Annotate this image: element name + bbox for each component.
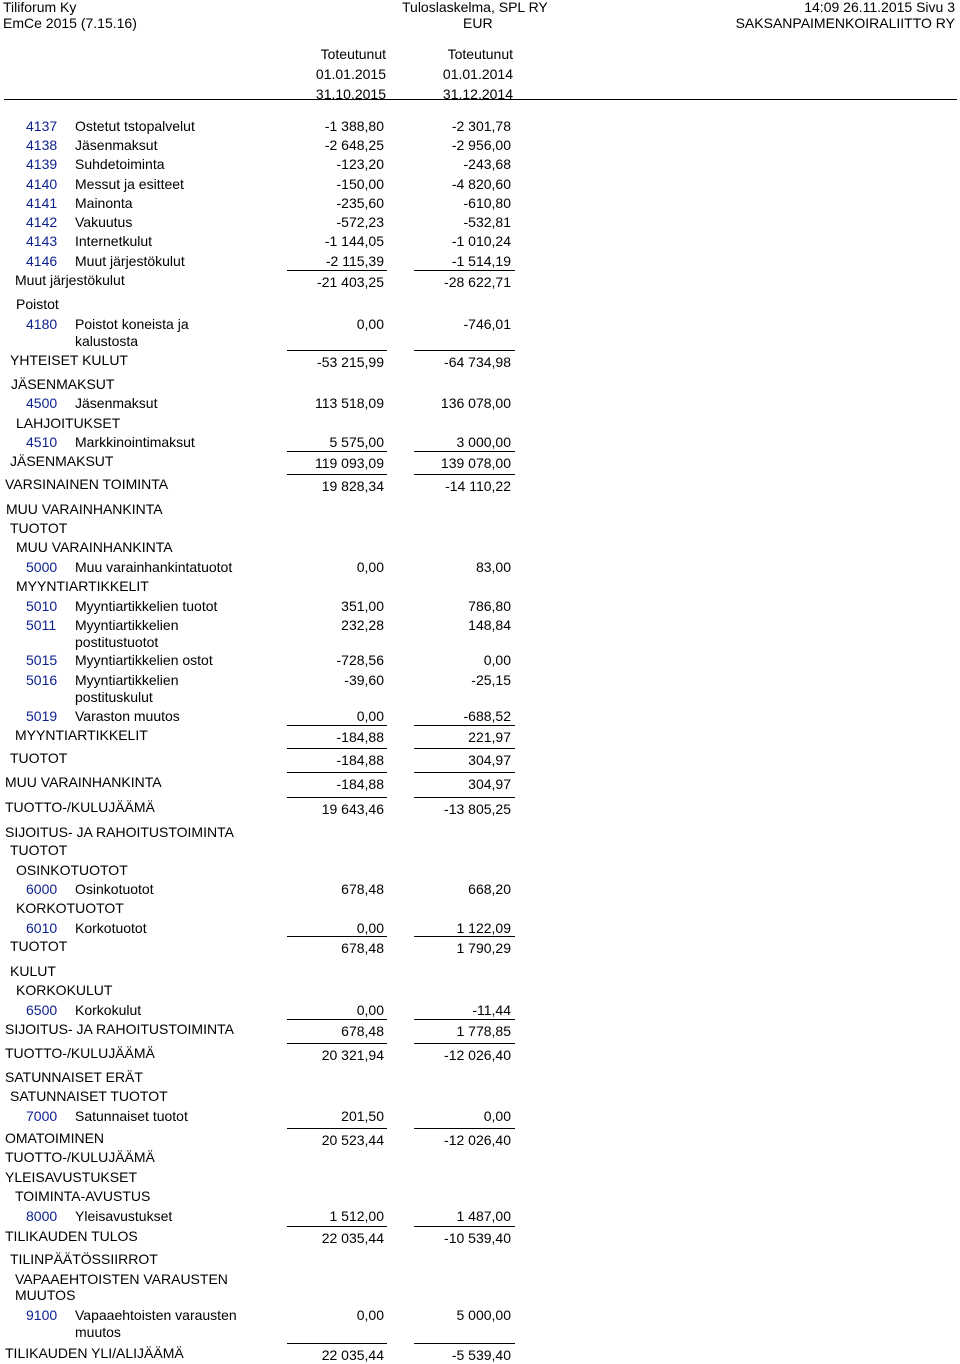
currency-label: EUR: [463, 15, 493, 31]
value-2014: -610,80: [463, 195, 511, 211]
subtotal-label: TUOTOT: [10, 938, 68, 954]
value-2015: 5 575,00: [329, 434, 384, 450]
section-heading-row: [0, 861, 960, 879]
account-name-continued: postituskulut: [75, 689, 153, 705]
value-2015: 232,28: [341, 617, 384, 633]
account-row: [0, 597, 960, 615]
section-heading: SATUNNAISET ERÄT: [5, 1069, 143, 1085]
subtotal-row: [0, 728, 960, 746]
account-name: Ostetut tstopalvelut: [75, 118, 195, 134]
value-2014: 1 778,85: [456, 1023, 511, 1039]
account-code: 9100: [26, 1307, 58, 1323]
section-heading: Poistot: [16, 296, 59, 312]
section-heading-row: [0, 823, 960, 841]
section-heading-row: [0, 899, 960, 917]
section-heading: KORKOTUOTOT: [16, 900, 124, 916]
column-label: Toteutunut: [447, 46, 513, 62]
account-row: [0, 616, 960, 650]
total-rule: [414, 1043, 515, 1044]
account-row: [0, 232, 960, 250]
section-heading: VAPAAEHTOISTEN VARAUSTEN: [15, 1271, 228, 1287]
total-rule: [287, 1226, 387, 1227]
value-2015: -2 648,25: [324, 137, 384, 153]
total-rule: [287, 1019, 387, 1020]
account-row: [0, 315, 960, 349]
value-2014: -5 539,40: [451, 1347, 511, 1363]
value-2014: 1 790,29: [456, 940, 511, 956]
value-2014: 304,97: [468, 776, 511, 792]
value-2014: 3 000,00: [456, 434, 511, 450]
total-rule: [287, 1343, 387, 1344]
account-row: [0, 433, 960, 451]
section-heading-row: [0, 1168, 960, 1186]
account-row: [0, 671, 960, 705]
value-2015: 0,00: [356, 708, 384, 724]
subtotal-row: [0, 1229, 960, 1247]
subtotal-label: MYYNTIARTIKKELIT: [15, 727, 148, 743]
account-name: Vakuutus: [75, 214, 133, 230]
total-rule: [414, 1343, 515, 1344]
account-code: 4138: [26, 137, 58, 153]
value-2015: 678,48: [341, 1023, 384, 1039]
account-name: Jäsenmaksut: [75, 137, 158, 153]
section-heading-row: [0, 1068, 960, 1086]
section-heading-row: [0, 1270, 960, 1303]
column-start-date: 01.01.2014: [442, 66, 513, 82]
total-rule: [414, 797, 515, 798]
account-row: [0, 213, 960, 231]
account-row: [0, 651, 960, 669]
account-row: [0, 558, 960, 576]
account-row: [0, 707, 960, 725]
value-2015: -184,88: [336, 752, 384, 768]
value-2015: 0,00: [356, 316, 384, 332]
value-2014: -688,52: [463, 708, 511, 724]
account-code: 5016: [26, 672, 58, 688]
account-name: Satunnaiset tuotot: [75, 1108, 188, 1124]
value-2014: -243,68: [463, 156, 511, 172]
value-2015: -728,56: [336, 652, 384, 668]
value-2014: 139 078,00: [440, 455, 511, 471]
account-row: [0, 1306, 960, 1340]
value-2015: 678,48: [341, 940, 384, 956]
account-name: Varaston muutos: [75, 708, 180, 724]
value-2014: 221,97: [468, 729, 511, 745]
value-2015: 201,50: [341, 1108, 384, 1124]
account-code: 5019: [26, 708, 58, 724]
subtotal-label: TUOTTO-/KULUJÄÄMÄ: [5, 799, 155, 815]
account-name: Yleisavustukset: [75, 1208, 173, 1224]
section-heading-row: [0, 500, 960, 518]
section-heading-row: [0, 1087, 960, 1105]
section-heading-row: [0, 414, 960, 432]
section-heading: TUOTOT: [10, 520, 68, 536]
value-2014: -746,01: [463, 316, 511, 332]
value-2015: 0,00: [356, 1002, 384, 1018]
account-row: [0, 136, 960, 154]
subtotal-row: [0, 454, 960, 472]
account-name: Myyntiartikkelien: [75, 617, 179, 633]
value-2014: -4 820,60: [451, 176, 511, 192]
value-2014: -2 956,00: [451, 137, 511, 153]
company-name: Tiliforum Ky: [3, 0, 77, 15]
total-rule: [287, 772, 387, 773]
account-code: 8000: [26, 1208, 58, 1224]
total-rule: [287, 936, 387, 937]
subtotal-row: [0, 273, 960, 291]
account-name: Muut järjestökulut: [75, 253, 185, 269]
subtotal-label: YHTEISET KULUT: [10, 352, 128, 368]
section-heading: TOIMINTA-AVUSTUS: [15, 1188, 151, 1204]
account-name-continued: kalustosta: [75, 333, 139, 349]
account-row: [0, 117, 960, 135]
section-heading: MUU VARAINHANKINTA: [6, 501, 163, 517]
value-2014: -1 010,24: [451, 233, 511, 249]
value-2015: -39,60: [344, 672, 384, 688]
value-2015: 0,00: [356, 559, 384, 575]
account-row: [0, 194, 960, 212]
subtotal-row: [0, 477, 960, 495]
value-2015: -1 388,80: [324, 118, 384, 134]
section-heading-row: [0, 1148, 960, 1166]
account-code: 4139: [26, 156, 58, 172]
account-name: Korkokulut: [75, 1002, 142, 1018]
column-end-date: 31.12.2014: [442, 86, 513, 102]
section-heading-row: [0, 577, 960, 595]
value-2014: -13 805,25: [444, 801, 511, 817]
value-2015: 678,48: [341, 881, 384, 897]
subtotal-row: [0, 1131, 960, 1149]
value-2014: -11,44: [472, 1002, 511, 1018]
value-2015: 22 035,44: [321, 1230, 384, 1246]
value-2014: 0,00: [483, 1108, 511, 1124]
section-heading: TILINPÄÄTÖSSIIRROT: [10, 1251, 158, 1267]
subtotal-label: JÄSENMAKSUT: [10, 453, 114, 469]
account-name: Jäsenmaksut: [75, 395, 158, 411]
report-title: Tuloslaskelma, SPL RY: [402, 0, 548, 15]
total-rule: [414, 270, 515, 271]
value-2015: -53 215,99: [317, 354, 384, 370]
subtotal-row: [0, 775, 960, 793]
value-2014: -28 622,71: [444, 274, 511, 290]
section-heading: OSINKOTUOTOT: [16, 862, 128, 878]
value-2015: 119 093,09: [314, 455, 384, 471]
value-2015: -572,23: [336, 214, 384, 230]
account-row: [0, 919, 960, 937]
section-heading-row: [0, 1187, 960, 1205]
subtotal-row: [0, 751, 960, 769]
account-name: Vapaaehtoisten varausten: [75, 1307, 237, 1323]
account-code: 4500: [26, 395, 58, 411]
account-name: Messut ja esitteet: [75, 176, 184, 192]
section-heading: SATUNNAISET TUOTOT: [10, 1088, 168, 1104]
account-code: 4180: [26, 316, 58, 332]
value-2014: 1 487,00: [456, 1208, 511, 1224]
value-2015: 20 321,94: [321, 1047, 384, 1063]
total-rule: [414, 451, 515, 452]
software-version: EmCe 2015 (7.15.16): [3, 15, 137, 31]
value-2015: -1 144,05: [324, 233, 384, 249]
section-heading-row: [0, 538, 960, 556]
account-code: 4140: [26, 176, 58, 192]
column-end-date: 31.10.2015: [315, 86, 386, 102]
value-2014: -25,15: [471, 672, 511, 688]
value-2015: 113 518,09: [314, 395, 384, 411]
total-rule: [414, 748, 515, 749]
account-row: [0, 175, 960, 193]
value-2014: 304,97: [468, 752, 511, 768]
value-2015: -123,20: [336, 156, 384, 172]
account-code: 4137: [26, 118, 58, 134]
total-rule: [414, 936, 515, 937]
value-2014: 668,20: [468, 881, 511, 897]
section-heading: KORKOKULUT: [16, 982, 113, 998]
subtotal-label: Muut järjestökulut: [15, 272, 125, 288]
value-2015: -150,00: [336, 176, 384, 192]
subtotal-label: SIJOITUS- JA RAHOITUSTOIMINTA: [5, 1021, 234, 1037]
value-2014: -10 539,40: [444, 1230, 511, 1246]
subtotal-label: VARSINAINEN TOIMINTA: [5, 476, 169, 492]
account-name: Myyntiartikkelien: [75, 672, 179, 688]
section-heading: JÄSENMAKSUT: [11, 376, 115, 392]
section-heading-row: [0, 519, 960, 537]
account-name: Muu varainhankintatuotot: [75, 559, 233, 575]
account-name: Internetkulut: [75, 233, 153, 249]
account-code: 4143: [26, 233, 58, 249]
value-2014: 5 000,00: [456, 1307, 511, 1323]
value-2014: 148,84: [468, 617, 511, 633]
value-2015: -235,60: [336, 195, 384, 211]
subtotal-label: TUOTOT: [10, 750, 68, 766]
subtotal-label: TILIKAUDEN YLI/ALIJÄÄMÄ: [5, 1345, 184, 1361]
account-name: Osinkotuotot: [75, 881, 154, 897]
section-heading-row: [0, 981, 960, 999]
value-2014: 1 122,09: [456, 920, 511, 936]
account-row: [0, 880, 960, 898]
account-row: [0, 155, 960, 173]
account-row: [0, 1001, 960, 1019]
column-start-date: 01.01.2015: [315, 66, 386, 82]
total-rule: [287, 797, 387, 798]
total-rule: [287, 350, 387, 351]
account-name: Myyntiartikkelien ostot: [75, 652, 213, 668]
account-code: 4146: [26, 253, 58, 269]
total-rule: [414, 1226, 515, 1227]
account-code: 4141: [26, 195, 58, 211]
value-2015: 0,00: [356, 920, 384, 936]
value-2014: 83,00: [475, 559, 511, 575]
section-heading: YLEISAVUSTUKSET: [5, 1169, 138, 1185]
section-heading: MUU VARAINHANKINTA: [16, 539, 173, 555]
value-2015: 20 523,44: [321, 1132, 384, 1148]
subtotal-row: [0, 800, 960, 818]
subtotal-row: [0, 1346, 960, 1364]
total-rule: [414, 772, 515, 773]
value-2015: -21 403,25: [317, 274, 384, 290]
account-code: 5011: [26, 617, 57, 633]
total-rule: [287, 1128, 387, 1129]
section-heading: TUOTTO-/KULUJÄÄMÄ: [5, 1149, 155, 1165]
subtotal-label: TILIKAUDEN TULOS: [5, 1228, 138, 1244]
account-code: 5015: [26, 652, 58, 668]
account-code: 5010: [26, 598, 58, 614]
value-2015: 0,00: [356, 1307, 384, 1323]
subtotal-label: TUOTTO-/KULUJÄÄMÄ: [5, 1045, 155, 1061]
total-rule: [414, 1128, 515, 1129]
value-2015: 22 035,44: [321, 1347, 384, 1363]
total-rule: [287, 270, 387, 271]
account-name: Myyntiartikkelien tuotot: [75, 598, 218, 614]
subtotal-row: [0, 1022, 960, 1040]
subtotal-row: [0, 1046, 960, 1064]
value-2014: 0,00: [483, 652, 511, 668]
account-name-continued: muutos: [75, 1324, 121, 1340]
value-2015: 351,00: [341, 598, 384, 614]
total-rule: [287, 1043, 387, 1044]
total-rule: [287, 748, 387, 749]
subtotal-label: OMATOIMINEN: [5, 1130, 105, 1146]
total-rule: [414, 350, 515, 351]
value-2014: 136 078,00: [440, 395, 511, 411]
account-code: 6010: [26, 920, 58, 936]
value-2014: -12 026,40: [444, 1047, 511, 1063]
account-code: 4510: [26, 434, 58, 450]
section-heading: KULUT: [10, 963, 56, 979]
section-heading: LAHJOITUKSET: [16, 415, 121, 431]
account-code: 6000: [26, 881, 58, 897]
account-name: Poistot koneista ja: [75, 316, 189, 332]
total-rule: [287, 725, 387, 726]
section-heading: TUOTOT: [10, 842, 68, 858]
column-label: Toteutunut: [320, 46, 386, 62]
account-row: [0, 394, 960, 412]
total-rule: [414, 725, 515, 726]
account-name-continued: postitustuotot: [75, 634, 159, 650]
value-2015: -184,88: [336, 776, 384, 792]
account-code: 4142: [26, 214, 58, 230]
account-name: Markkinointimaksut: [75, 434, 195, 450]
account-name: Mainonta: [75, 195, 133, 211]
total-rule: [414, 1019, 515, 1020]
value-2015: -2 115,39: [325, 253, 384, 269]
total-rule: [414, 474, 515, 475]
value-2014: -14 110,22: [445, 478, 511, 494]
subtotal-label: MUU VARAINHANKINTA: [5, 774, 162, 790]
value-2014: -2 301,78: [451, 118, 511, 134]
organization-name: SAKSANPAIMENKOIRALIITTO RY: [735, 15, 955, 31]
section-heading-row: [0, 841, 960, 859]
section-heading: SIJOITUS- JA RAHOITUSTOIMINTA: [5, 824, 234, 840]
account-code: 5000: [26, 559, 58, 575]
value-2014: -12 026,40: [444, 1132, 511, 1148]
account-row: [0, 1107, 960, 1125]
section-heading-continued: MUUTOS: [15, 1287, 76, 1303]
section-heading: MYYNTIARTIKKELIT: [16, 578, 149, 594]
value-2014: 786,80: [468, 598, 511, 614]
section-heading-row: [0, 295, 960, 313]
account-name: Suhdetoiminta: [75, 156, 165, 172]
subtotal-row: [0, 353, 960, 371]
value-2015: 1 512,00: [329, 1208, 384, 1224]
value-2015: 19 643,46: [321, 801, 384, 817]
section-heading-row: [0, 1250, 960, 1268]
section-heading-row: [0, 375, 960, 393]
value-2014: -64 734,98: [444, 354, 511, 370]
total-rule: [287, 474, 387, 475]
total-rule: [287, 451, 387, 452]
value-2014: -1 514,19: [451, 253, 511, 269]
value-2014: -532,81: [463, 214, 511, 230]
subtotal-row: [0, 939, 960, 957]
section-heading-row: [0, 962, 960, 980]
value-2015: 19 828,34: [321, 478, 384, 494]
account-row: [0, 1207, 960, 1225]
account-code: 6500: [26, 1002, 58, 1018]
account-code: 7000: [26, 1108, 58, 1124]
account-row: [0, 252, 960, 270]
value-2015: -184,88: [336, 729, 384, 745]
timestamp-page: 14:09 26.11.2015 Sivu 3: [804, 0, 955, 15]
account-name: Korkotuotot: [75, 920, 147, 936]
